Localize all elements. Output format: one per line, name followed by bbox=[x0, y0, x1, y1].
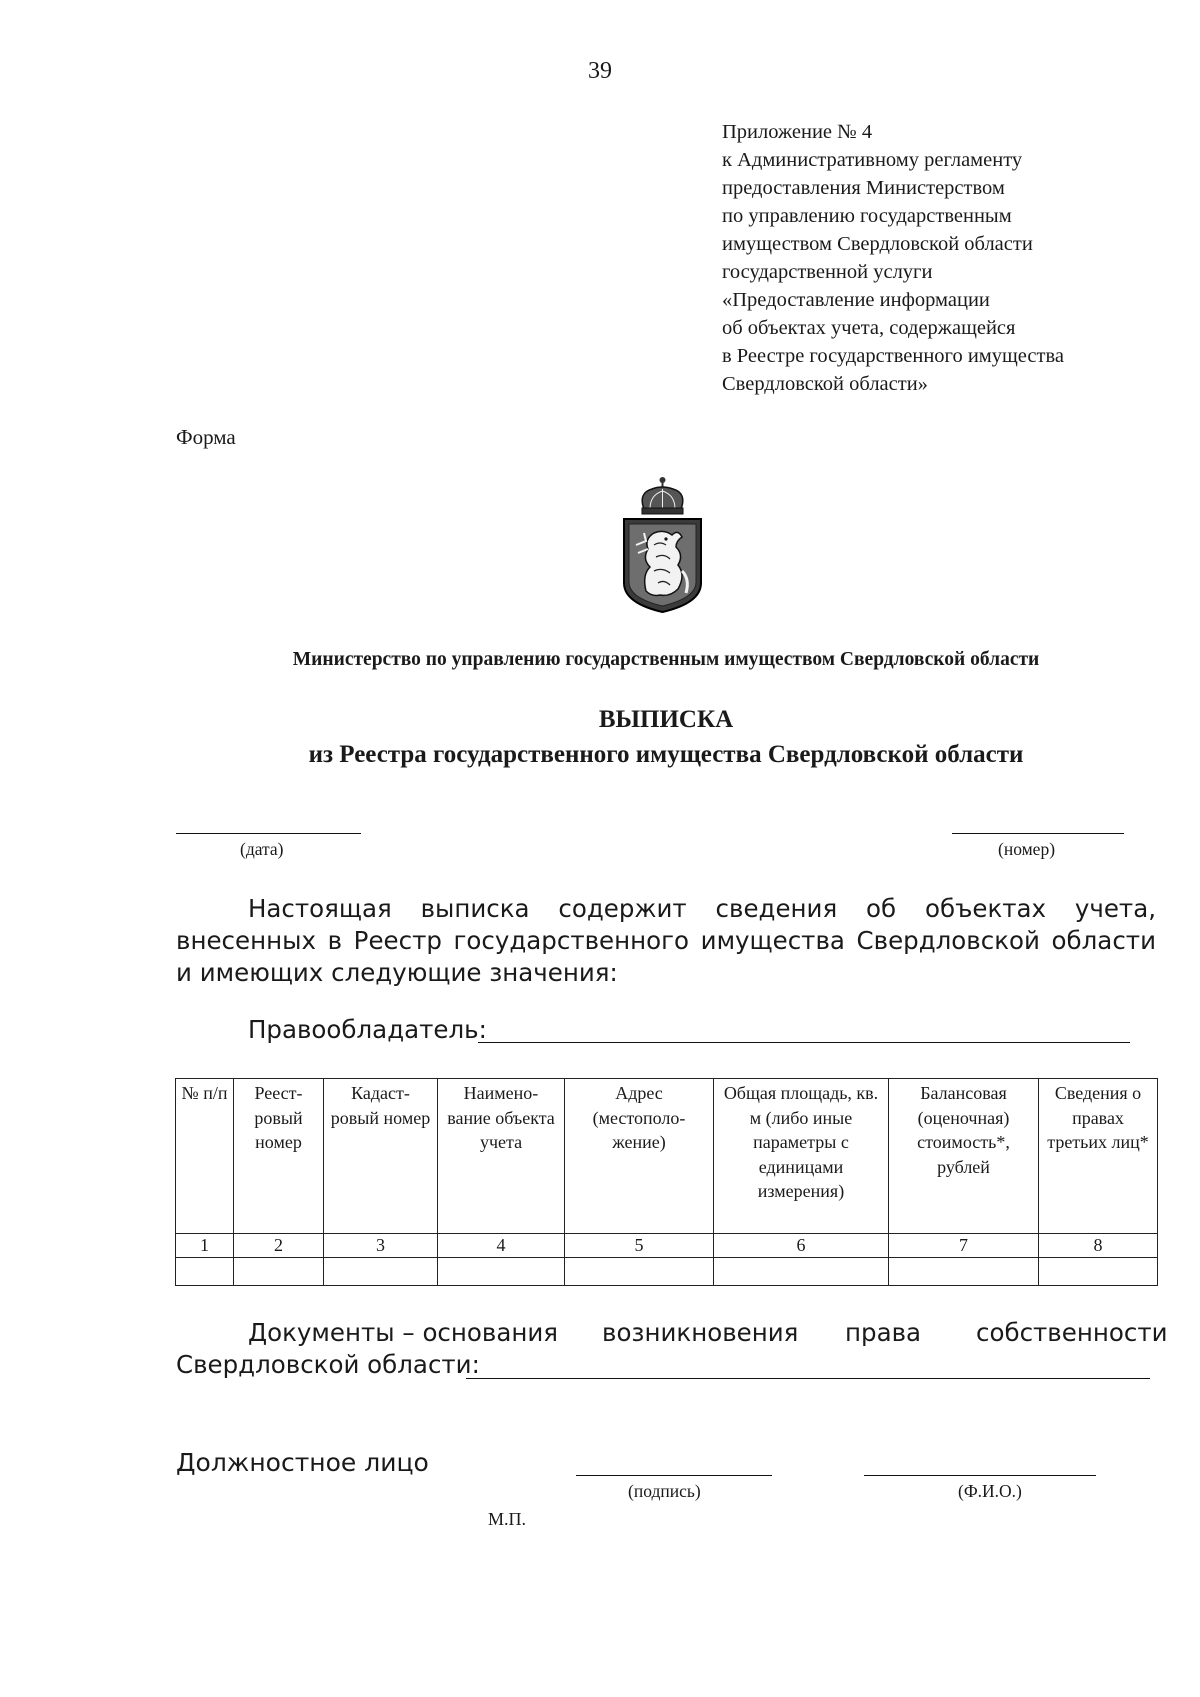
owner-blank-line bbox=[478, 1042, 1130, 1043]
fio-caption: (Ф.И.О.) bbox=[958, 1481, 1022, 1501]
table-cell bbox=[234, 1258, 324, 1286]
table-row bbox=[176, 1258, 1158, 1286]
column-number: 2 bbox=[234, 1234, 324, 1258]
column-header-book-value: Балансовая (оценочная) стоимость*, рублей bbox=[889, 1079, 1039, 1234]
date-caption: (дата) bbox=[240, 839, 284, 859]
document-subtitle: из Реестра государственного имущества Свердловской области bbox=[308, 741, 1024, 768]
column-number-row bbox=[176, 1234, 1158, 1258]
documents-basis-label: Свердловской области: bbox=[176, 1350, 480, 1379]
column-number: 3 bbox=[324, 1234, 438, 1258]
documents-word: возникновения bbox=[602, 1318, 799, 1347]
column-header-registry-number: Реест-ровый номер bbox=[234, 1079, 324, 1234]
column-number: 4 bbox=[438, 1234, 565, 1258]
sverdlovsk-coat-of-arms-icon bbox=[620, 475, 705, 615]
signature-caption: (подпись) bbox=[628, 1481, 701, 1501]
register-table bbox=[175, 1078, 1158, 1286]
number-blank-line bbox=[952, 833, 1124, 834]
form-label: Форма bbox=[176, 425, 236, 449]
appendix-line: «Предоставление информации bbox=[722, 289, 990, 311]
intro-paragraph: Настоящая выписка содержит сведения об объектах учета, внесенных в Реестр государственного имущества Свердловской области и имеющих следующие значения: bbox=[176, 894, 1156, 987]
appendix-line: Свердловской области» bbox=[722, 373, 928, 395]
table-cell bbox=[176, 1258, 234, 1286]
column-header-cadastral-number: Кадаст-ровый номер bbox=[324, 1079, 438, 1234]
fio-blank-line bbox=[864, 1475, 1096, 1476]
table-cell bbox=[438, 1258, 565, 1286]
owner-label: Правообладатель: bbox=[248, 1015, 487, 1044]
column-header-object-name: Наимено-вание объекта учета bbox=[438, 1079, 565, 1234]
appendix-line: государственной услуги bbox=[722, 261, 933, 283]
appendix-line: в Реестре государственного имущества bbox=[722, 345, 1064, 367]
page-number: 39 bbox=[588, 58, 612, 84]
documents-word: права bbox=[845, 1318, 922, 1347]
date-blank-line bbox=[176, 833, 361, 834]
column-header-number: № п/п bbox=[176, 1079, 234, 1234]
appendix-note bbox=[722, 118, 1162, 398]
table-header-row bbox=[176, 1079, 1158, 1234]
table-cell bbox=[1039, 1258, 1158, 1286]
appendix-line: по управлению государственным bbox=[722, 205, 1012, 227]
appendix-line: предоставления Министерством bbox=[722, 177, 1005, 199]
appendix-line: имуществом Свердловской области bbox=[722, 233, 1033, 255]
document-title: ВЫПИСКА bbox=[598, 706, 734, 733]
table-cell bbox=[324, 1258, 438, 1286]
table-cell bbox=[889, 1258, 1039, 1286]
column-header-third-party-rights: Сведения о правах третьих лиц* bbox=[1039, 1079, 1158, 1234]
stamp-label: М.П. bbox=[488, 1509, 527, 1529]
column-number: 7 bbox=[889, 1234, 1039, 1258]
column-number: 6 bbox=[714, 1234, 889, 1258]
table-cell bbox=[565, 1258, 714, 1286]
appendix-line: Приложение № 4 bbox=[722, 121, 873, 143]
documents-word: Документы – основания bbox=[248, 1318, 559, 1347]
column-number: 8 bbox=[1039, 1234, 1158, 1258]
official-label: Должностное лицо bbox=[176, 1448, 429, 1477]
number-caption: (номер) bbox=[998, 839, 1056, 859]
column-number: 1 bbox=[176, 1234, 234, 1258]
appendix-line: об объектах учета, содержащейся bbox=[722, 317, 1016, 339]
documents-blank-line bbox=[466, 1378, 1150, 1379]
signature-blank-line bbox=[576, 1475, 772, 1476]
column-header-area: Общая площадь, кв. м (либо иные параметры с единицами измерения) bbox=[714, 1079, 889, 1234]
ministry-name: Министерство по управлению государственным имуществом Свердловской области bbox=[292, 649, 1040, 670]
column-header-address: Адрес (местополо-жение) bbox=[565, 1079, 714, 1234]
documents-word: собственности bbox=[976, 1318, 1168, 1347]
column-number: 5 bbox=[565, 1234, 714, 1258]
table-cell bbox=[714, 1258, 889, 1286]
appendix-line: к Административному регламенту bbox=[722, 149, 1023, 171]
